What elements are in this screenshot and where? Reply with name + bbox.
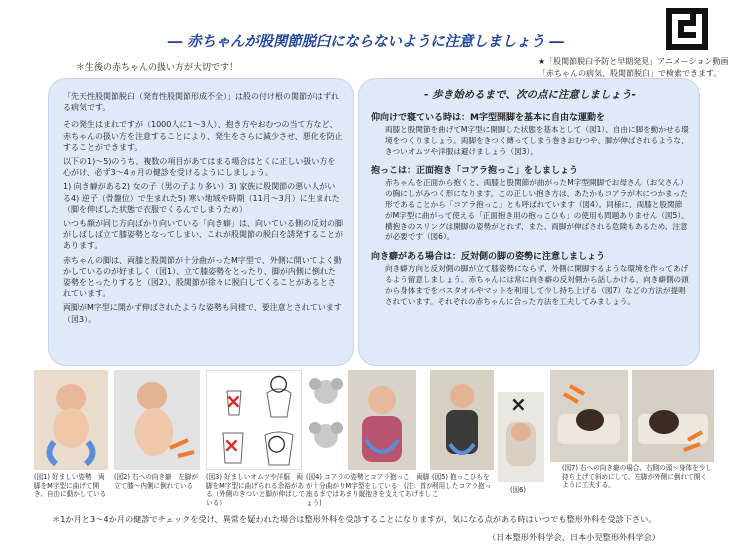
section-title: 仰向けで寝ている時は：M字型開脚を基本に自由な運動を [371, 113, 605, 123]
figure-7-photo-right [632, 370, 714, 462]
qr-module [702, 44, 708, 50]
credit: （日本整形外科学会、日本小児整形外科学会） [488, 532, 660, 542]
supine-section [371, 110, 689, 157]
footnote: ＊1か月と3～4か月の健診でチェックを受け、異常を疑われた場合は整形外科を受診することになりますが、気になる点がある時はいつでも整形外科を受診下さい。 [52, 514, 657, 524]
figure-1-photo [34, 370, 108, 470]
intro-paragraph: 「先天性股関節脱臼（発育性股関節形成不全）」は股の付け根の関節がはずれる病気です。 [63, 92, 339, 113]
bad-mark-icon: × [225, 389, 242, 413]
figure-7-photo-left [550, 370, 628, 462]
figure-3-caption: (図3) 好ましいオムツや洋服 両脚をM字型に曲げられる余裕がある（外側のきついと脚が伸ばしている） [206, 473, 305, 507]
koala-hold-image [348, 370, 416, 470]
figure-5-photo [430, 370, 494, 470]
animation-note-line: ★「股関節脱臼予防と早期発見」アニメーション動画 [538, 57, 729, 66]
head-turning-section [371, 249, 689, 307]
tilted-sleep-image [632, 370, 714, 462]
figure-1-caption: (図1) 好ましい姿勢 両脚をM字型に曲げて開き、自由に動かしている [34, 473, 107, 499]
figure-6-caption: (図6) [510, 486, 526, 494]
koala-illustration [306, 370, 346, 470]
risk-factors-list: 1) 向き癖がある2) 女の子（男の子より多い）3) 家族に股関節の悪い人がいる4) 逆子（骨盤位）で生まれた5) 寒い地域や時期（11月～3月）に生まれた（脚を伸ばした状態で衣服でくるんでしまうため） [63, 182, 340, 214]
figure-2-photo [114, 370, 200, 470]
animation-note-line: 「赤ちゃんの病気、股関節脱臼」で検索できます。 [538, 69, 722, 78]
good-mark-icon: ○ [269, 371, 289, 396]
holding-section [371, 163, 689, 243]
figure-6-photo [498, 392, 544, 482]
carrier-image [430, 370, 494, 470]
figure-4-koala-illustration [306, 370, 346, 470]
left-info-panel [48, 78, 354, 366]
bad-mark-icon: × [223, 433, 240, 457]
head-turning-paragraph: いつも顔が同じ方向ばかり向いている「向き癖」は、向いている側の反対の脚がしばしば立て膝姿勢となってしまい、これが股関節の脱臼を誘発することがあります。 [63, 219, 343, 251]
baby-head-turned-image [114, 370, 200, 470]
posture-paragraph: 赤ちゃんの脚は、両膝と股関節が十分曲がったM字型で、外側に開いてよく動かしているのが好ましく（図1）、立て膝姿勢をとったり、脚が内側に倒れた姿勢をとったりすると（図2）、股関節が徐々に脱臼してくることがあるとされています。 [63, 255, 342, 299]
section-body: 赤ちゃんを正面から抱くと、両膝と股関節が曲がったM字型開脚でお母さん（お父さん）の胸にしがみつく形になります。この正しい抱き方は、あたかもコアラが木につかまった形であることから「コアラ抱っこ」とも呼ばれています（図4）。同様に、両膝と股関節がM字型に曲がって使える「正面抱き用の抱っこひも」の使用も問題ありません（図5）。横抱きのスリングは開脚の姿勢がとれず、また、両脚が伸ばされる危険もあるため、注意が必要です（図6）。 [385, 178, 689, 242]
figure-3-illustrations [206, 370, 302, 470]
bad-mark-icon: × [510, 392, 527, 416]
figure-4-caption: (図4) コアラの姿勢とコアラ抱っこ 両脚が十分曲がりM字型をしている (注：首が座るまではあまり縦抱きを支えてあげましょう) [306, 473, 433, 507]
extended-leg-paragraph: 両脚がM字型に開かず伸ばされたような姿勢も同様で、要注意とされています（図3）。 [63, 303, 342, 324]
baby-lying-m-position-image [34, 370, 108, 470]
risk-advice-paragraph: 以下の1)～5)のうち、複数の項目があてはまる場合はとくに正しい扱い方を心がけ、必ず3～4ヵ月の健診を受けるようにしましょう。 [63, 157, 336, 178]
incidence-paragraph: その発生はまれですが（1000人に1～3人）、抱き方やおむつの当て方など、赤ちゃんの扱い方を注意することにより、発生をさらに減少させ、悪化を防止することができます。 [63, 120, 343, 152]
figure-7-caption: (図7) 右への向き癖の場合、右側の頭～身体を少し持ち上げて斜めにして、左脚が外側に倒れて開くように工夫する。 [562, 464, 712, 490]
figure-strip [34, 370, 714, 512]
good-mark-icon: ○ [267, 431, 287, 456]
page-title: ― 赤ちゃんが股関節脱臼にならないように注意しましょう ― [168, 34, 564, 50]
section-title: 向き癖がある場合は：反対側の脚の姿勢に注意しましょう [371, 252, 606, 263]
animation-note [538, 56, 738, 80]
figure-5-caption: (図5) 抱っこひもを利用したコアラ抱っこ [432, 473, 492, 499]
figure-2-caption: (図2) 右への向き癖 左脚が立て膝～内側に倒れている [114, 473, 198, 490]
tilted-sleep-image [550, 370, 628, 462]
subtitle: ＊生後の赤ちゃんの扱い方が大切です！ [76, 63, 239, 73]
qr-code[interactable] [666, 8, 708, 50]
right-panel-heading: - 歩き始めるまで、次の点に注意しましょう- [424, 89, 636, 101]
right-info-panel [358, 78, 700, 366]
section-body: 両膝と股関節を曲げてM字型に開脚した状態を基本として（図1）、自由に脚を動かせる環境をつくりましょう。両脚をきつく縛ってしまう巻きおむつや、脚が伸ばされるような、きついオムツや洋服は避けましょう（図3）。 [385, 125, 689, 156]
figure-4-photo [348, 370, 416, 470]
section-body: 向き癖方向と反対側の脚が立て膝姿勢にならず、外側に開脚するような環境を作ってあげるよう留意しましょう。赤ちゃんには常に向き癖の反対側から話しかける、向き癖側の頭から身体までをバスタオルやマットを利用して少し持ち上げる（図7）などの方法が提唱されています。それぞれの赤ちゃんに合った方法を工夫してみましょう。 [385, 264, 689, 306]
section-title: 抱っこは：正面抱き「コアラ抱っこ」をしましょう [371, 166, 579, 177]
